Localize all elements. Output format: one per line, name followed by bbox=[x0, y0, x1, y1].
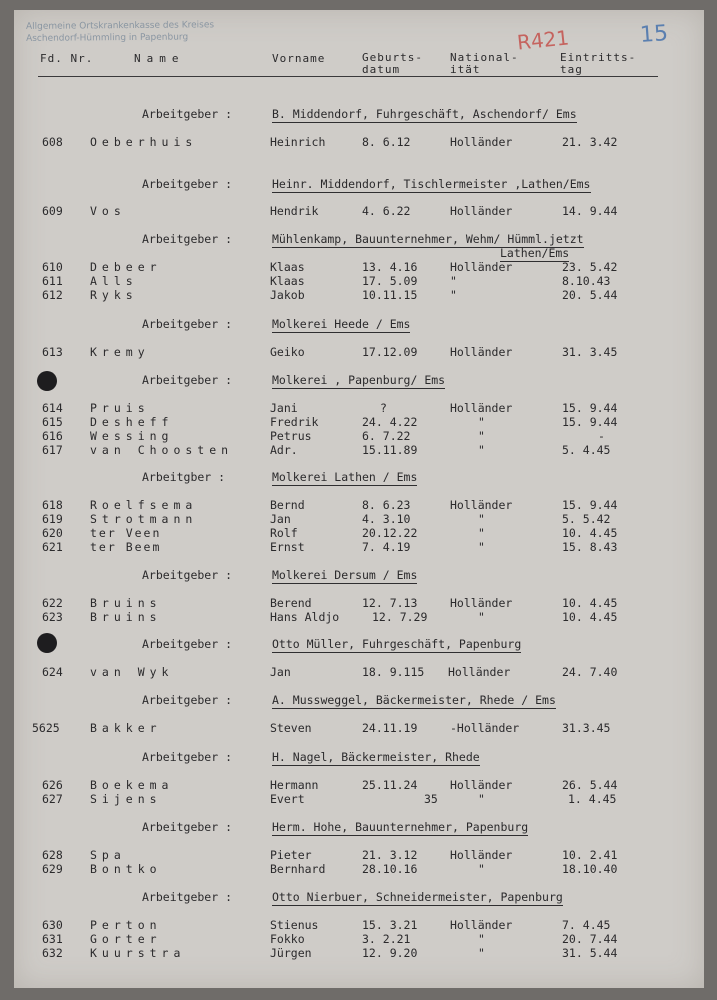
table-row bbox=[0, 721, 717, 735]
row-nr: 613 bbox=[42, 345, 63, 359]
row-first-name: Heinrich bbox=[270, 135, 326, 149]
row-nr: 610 bbox=[42, 260, 63, 274]
header-first-name: Vorname bbox=[272, 52, 326, 65]
row-entry: 15. 9.44 bbox=[562, 401, 618, 415]
row-nr: 618 bbox=[42, 498, 63, 512]
row-nationality: " bbox=[478, 946, 485, 960]
employer-name: H. Nagel, Bäckermeister, Rhede bbox=[272, 750, 480, 764]
table-row bbox=[0, 512, 717, 526]
row-name: Boekema bbox=[90, 778, 174, 792]
row-nationality: Holländer bbox=[450, 401, 513, 415]
row-birth: 35 bbox=[424, 792, 438, 806]
row-birth: 4. 3.10 bbox=[362, 512, 411, 526]
row-nationality: Holländer bbox=[450, 596, 513, 610]
row-first-name: Hendrik bbox=[270, 204, 319, 218]
row-entry: 1. 4.45 bbox=[568, 792, 617, 806]
row-nr: 619 bbox=[42, 512, 63, 526]
row-nr: 612 bbox=[42, 288, 63, 302]
row-first-name: Klaas bbox=[270, 274, 305, 288]
row-birth: 15. 3.21 bbox=[362, 918, 418, 932]
row-birth: 24.11.19 bbox=[362, 721, 418, 735]
table-row bbox=[0, 596, 717, 610]
row-nr: 622 bbox=[42, 596, 63, 610]
row-nationality: " bbox=[450, 288, 457, 302]
employer-label: Arbeitgeber : bbox=[142, 107, 233, 121]
row-name: ter Beem bbox=[90, 540, 162, 554]
employer-label: Arbeitgeber : bbox=[142, 890, 233, 904]
row-entry: 31. 3.45 bbox=[562, 345, 618, 359]
row-birth: 7. 4.19 bbox=[362, 540, 411, 554]
row-first-name: Steven bbox=[270, 721, 312, 735]
employer-label: Arbeitgeber : bbox=[142, 177, 233, 191]
row-entry: 10. 2.41 bbox=[562, 848, 618, 862]
institution-stamp bbox=[26, 19, 236, 45]
row-name: van Choosten bbox=[90, 443, 234, 457]
row-entry: 21. 3.42 bbox=[562, 135, 618, 149]
employer-name: A. Mussweggel, Bäckermeister, Rhede / Ems bbox=[272, 693, 556, 707]
row-nationality: " bbox=[450, 274, 457, 288]
employer-label: Arbeitgeber : bbox=[142, 637, 233, 651]
header-rule bbox=[38, 76, 658, 77]
table-row bbox=[0, 429, 717, 443]
pencil-annotation: R421 bbox=[515, 25, 571, 55]
row-first-name: Adr. bbox=[270, 443, 298, 457]
row-name: Desheff bbox=[90, 415, 174, 429]
row-nr: 614 bbox=[42, 401, 63, 415]
row-entry: 31. 5.44 bbox=[562, 946, 618, 960]
table-row bbox=[0, 918, 717, 932]
row-birth: 20.12.22 bbox=[362, 526, 418, 540]
row-birth: 8. 6.12 bbox=[362, 135, 411, 149]
row-nr: 617 bbox=[42, 443, 63, 457]
page-number: 15 bbox=[639, 21, 669, 48]
header-nr: Fd. Nr. bbox=[40, 52, 94, 65]
row-name: Sijens bbox=[90, 792, 162, 806]
row-birth: 17. 5.09 bbox=[362, 274, 418, 288]
row-name: Oeberhuis bbox=[90, 135, 198, 149]
row-birth: 10.11.15 bbox=[362, 288, 418, 302]
employer-name-continued: Lathen/Ems bbox=[500, 246, 570, 260]
header-name: Name bbox=[134, 52, 185, 65]
row-entry: 10. 4.45 bbox=[562, 610, 618, 624]
row-birth: 25.11.24 bbox=[362, 778, 418, 792]
employer-name: Otto Nierbuer, Schneidermeister, Papenburg bbox=[272, 890, 563, 904]
row-name: Debeer bbox=[90, 260, 162, 274]
row-entry: 26. 5.44 bbox=[562, 778, 618, 792]
row-nr: 611 bbox=[42, 274, 63, 288]
employer-label: Arbeitgeber : bbox=[142, 693, 233, 707]
employer-name: Heinr. Middendorf, Tischlermeister ,Lathen/Ems bbox=[272, 177, 591, 191]
row-birth: 24. 4.22 bbox=[362, 415, 418, 429]
row-birth: 12. 7.29 bbox=[372, 610, 428, 624]
row-first-name: Evert bbox=[270, 792, 305, 806]
row-first-name: Bernd bbox=[270, 498, 305, 512]
row-first-name: Pieter bbox=[270, 848, 312, 862]
employer-name: Herm. Hohe, Bauunternehmer, Papenburg bbox=[272, 820, 529, 834]
row-first-name: Klaas bbox=[270, 260, 305, 274]
row-name: Bruins bbox=[90, 596, 162, 610]
row-nationality: Holländer bbox=[450, 848, 513, 862]
row-first-name: Stienus bbox=[270, 918, 319, 932]
row-birth: 4. 6.22 bbox=[362, 204, 411, 218]
row-nationality: Holländer bbox=[450, 345, 513, 359]
row-name: Gorter bbox=[90, 932, 162, 946]
row-nationality: " bbox=[478, 415, 485, 429]
table-row bbox=[0, 288, 717, 302]
row-nationality: Holländer bbox=[450, 778, 513, 792]
row-entry: 14. 9.44 bbox=[562, 204, 618, 218]
row-nationality: " bbox=[478, 512, 485, 526]
employer-label: Arbeitgeber : bbox=[142, 317, 233, 331]
row-birth: 21. 3.12 bbox=[362, 848, 418, 862]
row-nr: 627 bbox=[42, 792, 63, 806]
table-row bbox=[0, 135, 717, 149]
employer-label: Arbeitgeber : bbox=[142, 820, 233, 834]
row-nr: 630 bbox=[42, 918, 63, 932]
row-first-name: Jan bbox=[270, 512, 291, 526]
row-entry: 23. 5.42 bbox=[562, 260, 618, 274]
row-first-name: Jan bbox=[270, 665, 291, 679]
row-entry: 15. 9.44 bbox=[562, 415, 618, 429]
punch-hole-upper bbox=[37, 371, 57, 391]
row-name: Kuurstra bbox=[90, 946, 186, 960]
row-nationality: Holländer bbox=[450, 918, 513, 932]
row-first-name: Petrus bbox=[270, 429, 312, 443]
table-row bbox=[0, 862, 717, 876]
row-nr: 621 bbox=[42, 540, 63, 554]
row-nationality: " bbox=[478, 792, 485, 806]
row-nationality: " bbox=[478, 862, 485, 876]
row-entry: 31.3.45 bbox=[562, 721, 611, 735]
employer-name: B. Middendorf, Fuhrgeschäft, Aschendorf/ Ems bbox=[272, 107, 577, 121]
header-birth: Geburts- datum bbox=[362, 51, 423, 76]
row-name: Strotmann bbox=[90, 512, 198, 526]
row-nationality: Holländer bbox=[448, 665, 511, 679]
row-entry: 10. 4.45 bbox=[562, 526, 618, 540]
header-nationality: National- ität bbox=[450, 51, 519, 76]
row-birth: 6. 7.22 bbox=[362, 429, 411, 443]
row-birth: 12. 7.13 bbox=[362, 596, 418, 610]
table-row bbox=[0, 443, 717, 457]
employer-label: Arbeitgber : bbox=[142, 470, 226, 484]
row-first-name: Hans Aldjo bbox=[270, 610, 340, 624]
row-nationality: " bbox=[478, 610, 485, 624]
row-nationality: " bbox=[478, 932, 485, 946]
stamp-line-1: Allgemeine Ortskrankenkasse des Kreises bbox=[25, 20, 215, 32]
row-birth: 17.12.09 bbox=[362, 345, 418, 359]
row-birth: 13. 4.16 bbox=[362, 260, 418, 274]
row-nr: 632 bbox=[42, 946, 63, 960]
row-birth: 3. 2.21 bbox=[362, 932, 411, 946]
employer-name: Molkerei Dersum / Ems bbox=[272, 568, 418, 582]
row-name: Perton bbox=[90, 918, 162, 932]
employer-label: Arbeitgeber : bbox=[142, 232, 233, 246]
row-birth: 12. 9.20 bbox=[362, 946, 418, 960]
row-nr: 615 bbox=[42, 415, 63, 429]
row-entry: 20. 7.44 bbox=[562, 932, 618, 946]
table-row bbox=[0, 932, 717, 946]
stamp-line-2: Aschendorf-Hümmling in Papenburg bbox=[26, 32, 189, 44]
table-row bbox=[0, 260, 717, 274]
row-name: Bakker bbox=[90, 721, 162, 735]
row-name: Bontko bbox=[90, 862, 162, 876]
row-first-name: Berend bbox=[270, 596, 312, 610]
table-row bbox=[0, 204, 717, 218]
header-entry: Eintritts- tag bbox=[560, 51, 637, 76]
row-nr: 620 bbox=[42, 526, 63, 540]
row-nationality: Holländer bbox=[450, 498, 513, 512]
table-row bbox=[0, 526, 717, 540]
row-nationality: Holländer bbox=[450, 260, 513, 274]
row-nr: 631 bbox=[42, 932, 63, 946]
row-nr: 624 bbox=[42, 665, 63, 679]
row-nr: 629 bbox=[42, 862, 63, 876]
row-nr: 608 bbox=[42, 135, 63, 149]
row-nationality: Holländer bbox=[450, 135, 513, 149]
row-entry: 5. 5.42 bbox=[562, 512, 611, 526]
row-birth: 28.10.16 bbox=[362, 862, 418, 876]
row-first-name: Ernst bbox=[270, 540, 305, 554]
row-name: Ryks bbox=[90, 288, 138, 302]
table-row bbox=[0, 401, 717, 415]
row-nationality: " bbox=[478, 540, 485, 554]
row-nr: 626 bbox=[42, 778, 63, 792]
employer-label: Arbeitgeber : bbox=[142, 750, 233, 764]
employer-name: Molkerei Heede / Ems bbox=[272, 317, 411, 331]
row-birth: ? bbox=[380, 401, 387, 415]
row-name: Alls bbox=[90, 274, 138, 288]
employer-name: Molkerei , Papenburg/ Ems bbox=[272, 373, 446, 387]
row-birth: 18. 9.115 bbox=[362, 665, 425, 679]
row-first-name: Fredrik bbox=[270, 415, 319, 429]
table-row bbox=[0, 274, 717, 288]
table-row bbox=[0, 665, 717, 679]
row-name: Vos bbox=[90, 204, 126, 218]
row-entry: 20. 5.44 bbox=[562, 288, 618, 302]
row-nr: 5625 bbox=[32, 721, 60, 735]
punch-hole-lower bbox=[37, 633, 57, 653]
row-entry: 10. 4.45 bbox=[562, 596, 618, 610]
row-name: ter Veen bbox=[90, 526, 162, 540]
row-name: van Wyk bbox=[90, 665, 174, 679]
row-entry: 15. 8.43 bbox=[562, 540, 618, 554]
row-name: Roelfsema bbox=[90, 498, 198, 512]
row-nationality: -Holländer bbox=[450, 721, 520, 735]
row-nationality: " bbox=[478, 429, 485, 443]
row-name: Bruins bbox=[90, 610, 162, 624]
row-entry: - bbox=[598, 429, 605, 443]
row-entry: 15. 9.44 bbox=[562, 498, 618, 512]
table-row bbox=[0, 498, 717, 512]
employer-name: Otto Müller, Fuhrgeschäft, Papenburg bbox=[272, 637, 522, 651]
employer-label: Arbeitgeber : bbox=[142, 568, 233, 582]
table-row bbox=[0, 415, 717, 429]
row-entry: 18.10.40 bbox=[562, 862, 618, 876]
table-row bbox=[0, 610, 717, 624]
employer-name: Mühlenkamp, Bauunternehmer, Wehm/ Hümml.jetzt bbox=[272, 232, 584, 246]
table-row bbox=[0, 345, 717, 359]
row-first-name: Jani bbox=[270, 401, 298, 415]
table-row bbox=[0, 792, 717, 806]
row-first-name: Rolf bbox=[270, 526, 298, 540]
row-first-name: Jakob bbox=[270, 288, 305, 302]
row-name: Wessing bbox=[90, 429, 174, 443]
row-birth: 15.11.89 bbox=[362, 443, 418, 457]
row-entry: 8.10.43 bbox=[562, 274, 611, 288]
row-name: Spa bbox=[90, 848, 126, 862]
row-first-name: Hermann bbox=[270, 778, 319, 792]
row-nr: 623 bbox=[42, 610, 63, 624]
employer-name: Molkerei Lathen / Ems bbox=[272, 470, 418, 484]
table-row bbox=[0, 946, 717, 960]
row-entry: 24. 7.40 bbox=[562, 665, 618, 679]
row-nationality: " bbox=[478, 526, 485, 540]
row-name: Kremy bbox=[90, 345, 150, 359]
table-row bbox=[0, 540, 717, 554]
table-row bbox=[0, 778, 717, 792]
row-entry: 5. 4.45 bbox=[562, 443, 611, 457]
row-nr: 609 bbox=[42, 204, 63, 218]
row-name: Pruis bbox=[90, 401, 150, 415]
row-first-name: Fokko bbox=[270, 932, 305, 946]
row-first-name: Jürgen bbox=[270, 946, 312, 960]
row-nationality: Holländer bbox=[450, 204, 513, 218]
row-nr: 616 bbox=[42, 429, 63, 443]
row-nr: 628 bbox=[42, 848, 63, 862]
row-entry: 7. 4.45 bbox=[562, 918, 611, 932]
table-row bbox=[0, 848, 717, 862]
row-first-name: Bernhard bbox=[270, 862, 326, 876]
row-nationality: " bbox=[478, 443, 485, 457]
employer-label: Arbeitgeber : bbox=[142, 373, 233, 387]
row-first-name: Geiko bbox=[270, 345, 305, 359]
row-birth: 8. 6.23 bbox=[362, 498, 411, 512]
